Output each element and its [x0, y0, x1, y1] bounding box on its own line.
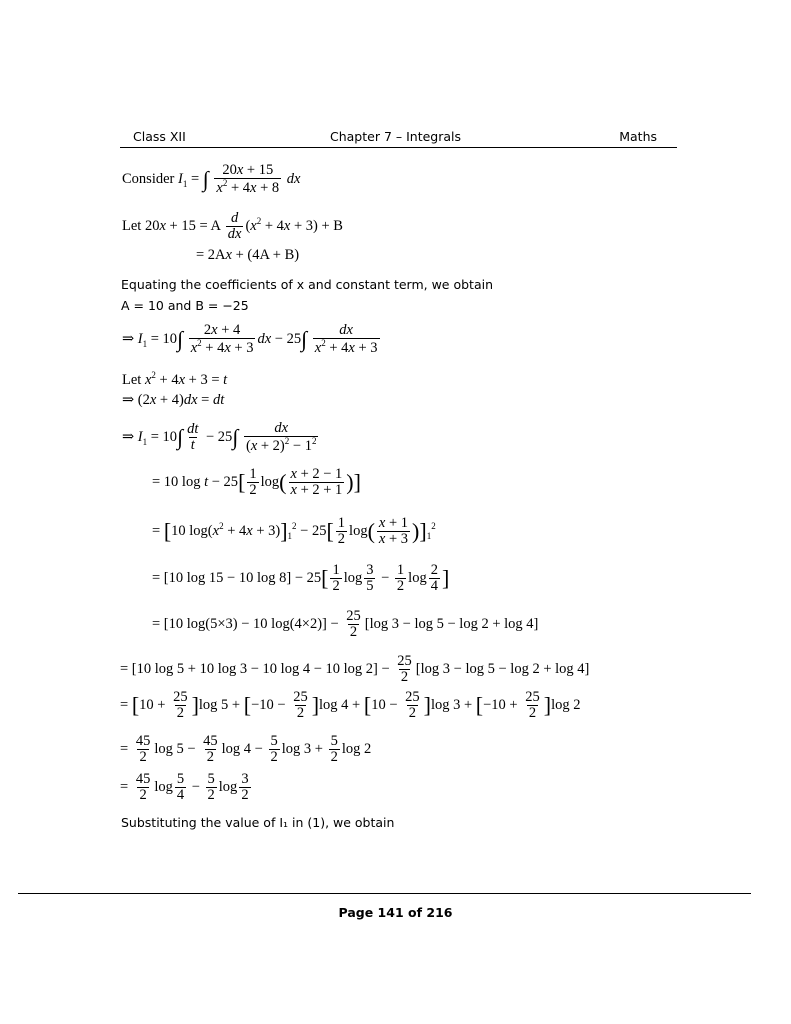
equation-log-expanded: = [10 log 5 + 10 log 3 − 10 log 4 − 10 log 2] − $\frac{25}{2}$ [log 3 − log 5 − log 2 + log 4]: [120, 653, 590, 686]
consider-label: Consider: [122, 170, 175, 187]
equation-evaluated: = [10 log 15 − 10 log 8] − 25[ $\frac{1}{2}$ log $\frac{3}{5}$ − $\frac{1}{2}$ log $\frac{2}{4}$ ]: [152, 562, 450, 595]
equation-log-antiderivative: = 10 log t − 25[ $\frac{1}{2}$ log( $\frac{x + 2 - 1}{x + 2 + 1}$ )]: [152, 466, 361, 499]
equating-text: Equating the coefficients of x and constant term, we obtain: [121, 277, 494, 292]
equation-expanded: = 2Ax + (4A + B): [196, 247, 300, 263]
equation-substitution: Let $x^2 + 4x + 3 = t$: [122, 370, 228, 388]
ab-values-text: A = 10 and B = −25: [121, 298, 249, 313]
substituting-text: Substituting the value of I₁ in (1), we obtain: [121, 815, 395, 830]
equation-definite-limits: = [10 $\log(x^2 + 4x + 3)]_1^2 - 25$[ $\frac{1}{2}$ log( $\frac{x + 1}{x + 3}$ )]$_1^2$: [152, 515, 436, 548]
header-class: Class XII: [133, 129, 186, 144]
page-number: Page 141 of 216: [338, 905, 453, 920]
let-label: Let: [122, 218, 142, 235]
footer-divider: [18, 893, 751, 894]
equation-simplified: = $\frac{45}{2}$ log 5 − $\frac{45}{2}$ log 4 − $\frac{5}{2}$ log 3 + $\frac{5}{2}$ log 2: [120, 733, 372, 766]
equation-i1-standard-form: ⇒ $I_1 = 10\int$ $\frac{dt}{t}$ − 25∫ $\frac{dx}{(x + 2)^2 - 1^2}$: [122, 420, 317, 455]
equation-grouped: = [10 + $\frac{25}{2}$ ]log 5 + [−10 − $\frac{25}{2}$ ]log 4 + [10 − $\frac{25}{2}$ ]log 3 + [−10 + $\frac{25}{2}$ ]log 2: [120, 689, 581, 722]
equation-i1-split: ⇒ $I_1 = 10\int$ $\frac{2x + 4}{x^2 + 4x + 3}$ dx − 25∫ $\frac{dx}{x^2 + 4x + 3}$: [122, 322, 378, 357]
header-chapter: Chapter 7 – Integrals: [330, 129, 462, 144]
equation-factored: = [10 log(5×3) − 10 log(4×2)] − $\frac{25}{2}$ [log 3 − log 5 − log 2 + log 4]: [152, 608, 539, 641]
equation-final: = $\frac{45}{2}$ log $\frac{5}{4}$ − $\frac{5}{2}$ log $\frac{3}{2}$: [120, 771, 249, 804]
header-subject: Maths: [619, 129, 657, 144]
header-divider: [120, 147, 677, 148]
equation-let-decomposition: Let 20x + 15 = A $\frac{d}{dx}$ $(x^2 + 4x + 3) + B$: [122, 210, 343, 243]
equation-consider-i1: Consider $I_1$ = ∫ $\frac{20x + 15}{x^2 + 4x + 8}$ dx: [122, 162, 301, 197]
equation-differential: ⇒ (2x + 4)dx = dt: [122, 392, 225, 408]
page-header: [120, 129, 677, 147]
